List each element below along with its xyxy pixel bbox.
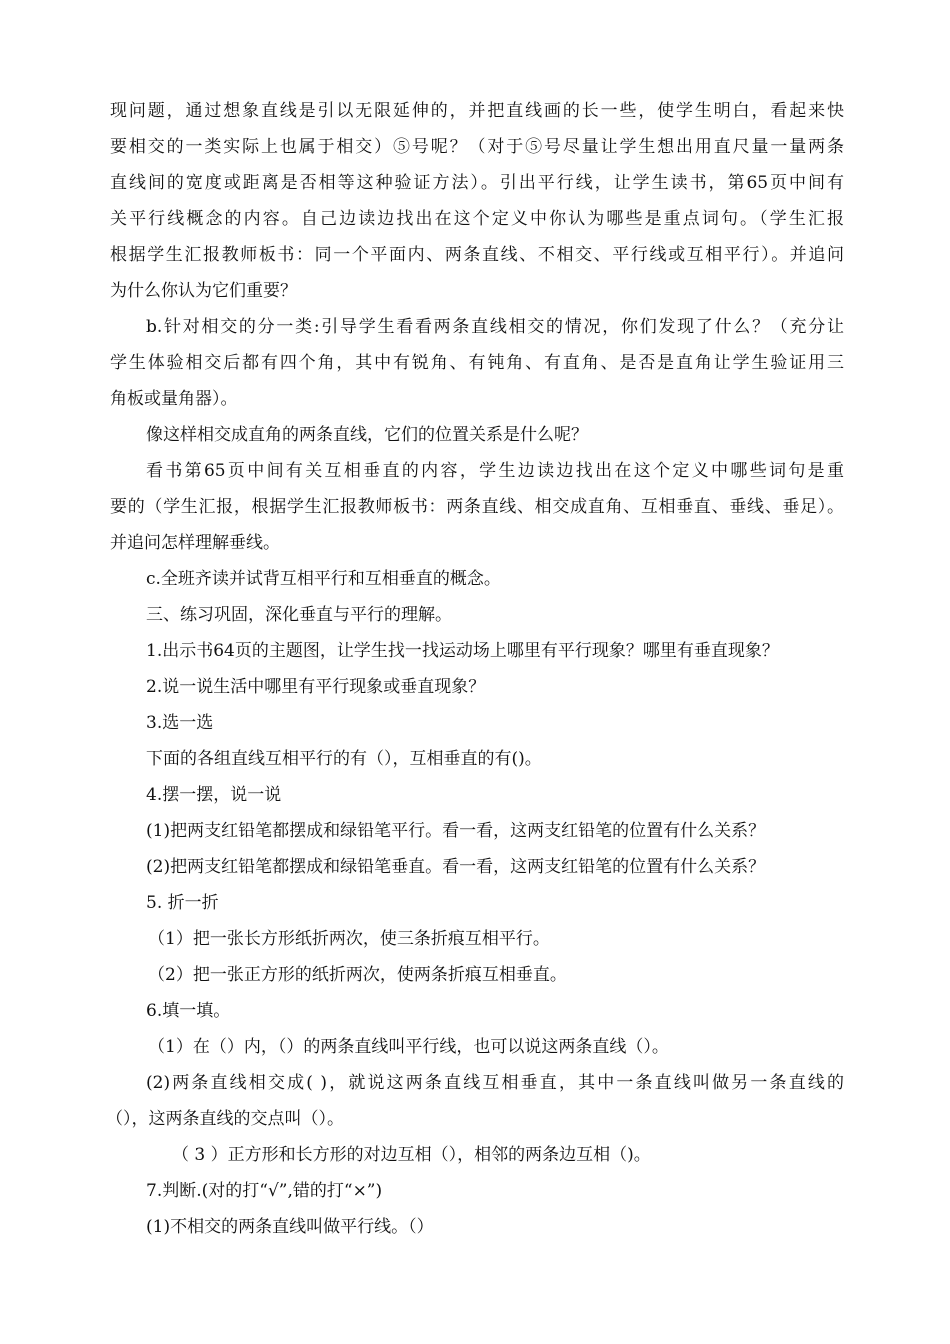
text-line-23: 5. 折一折: [146, 893, 219, 913]
text-line-29: （），这两条直线的交点叫（）。: [106, 1109, 344, 1129]
text-line-25: （2）把一张正方形的纸折两次，使两条折痕互相垂直。: [148, 965, 567, 985]
text-line-31: 7.判断.(对的打“√”,错的打“×”): [146, 1181, 383, 1201]
text-line-28: (2)两条直线相交成( )，就说这两条直线互相垂直，其中一条直线叫做另一条直线的: [146, 1073, 844, 1093]
text-line-26: 6.填一填。: [146, 1001, 231, 1021]
text-line-1: 现问题，通过想象直线是引以无限延伸的，并把直线画的长一些，使学生明白，看起来快: [110, 101, 844, 121]
text-line-17: 2.说一说生活中哪里有平行现象或垂直现象？: [146, 677, 486, 697]
text-line-10: 像这样相交成直角的两条直线，它们的位置关系是什么呢？: [146, 425, 588, 445]
text-line-12: 要的（学生汇报，根据学生汇报教师板书：两条直线、相交成直角、互相垂直、垂线、垂足）。: [110, 497, 844, 517]
text-line-18: 3.选一选: [146, 713, 214, 733]
text-line-22: (2)把两支红铅笔都摆成和绿铅笔垂直。看一看，这两支红铅笔的位置有什么关系？: [146, 857, 766, 877]
text-line-6: 为什么你认为它们重要？: [110, 281, 297, 301]
text-line-24: （1）把一张长方形纸折两次，使三条折痕互相平行。: [148, 929, 550, 949]
text-line-5: 根据学生汇报教师板书：同一个平面内、两条直线、不相交、平行线或互相平行）。并追问: [110, 245, 844, 265]
text-line-16: 1.出示书64页的主题图，让学生找一找运动场上哪里有平行现象？哪里有垂直现象？: [146, 641, 779, 661]
text-line-19: 下面的各组直线互相平行的有（），互相垂直的有()。: [146, 749, 542, 769]
text-line-30: （ 3 ）正方形和长方形的对边互相（），相邻的两条边互相（)。: [172, 1145, 651, 1165]
text-line-27: （1）在（）内，（）的两条直线叫平行线，也可以说这两条直线（）。: [148, 1037, 669, 1057]
text-line-14: c.全班齐读并试背互相平行和互相垂直的概念。: [146, 569, 501, 589]
text-line-7: b.针对相交的分一类:引导学生看看两条直线相交的情况，你们发现了什么？（充分让: [146, 317, 844, 337]
text-line-21: (1)把两支红铅笔都摆成和绿铅笔平行。看一看，这两支红铅笔的位置有什么关系？: [146, 821, 766, 841]
document-page: [106, 93, 844, 1245]
text-line-13: 并追问怎样理解垂线。: [110, 533, 280, 553]
text-line-8: 学生体验相交后都有四个角，其中有锐角、有钝角、有直角、是否是直角让学生验证用三: [110, 353, 844, 373]
text-line-20: 4.摆一摆，说一说: [146, 785, 282, 805]
text-line-4: 关平行线概念的内容。自己边读边找出在这个定义中你认为哪些是重点词句。（学生汇报: [110, 209, 844, 229]
text-line-15: 三、练习巩固，深化垂直与平行的理解。: [146, 605, 452, 625]
text-line-2: 要相交的一类实际上也属于相交）⑤号呢？（对于⑤号尽量让学生想出用直尺量一量两条: [110, 137, 844, 157]
text-line-11: 看书第65页中间有关互相垂直的内容，学生边读边找出在这个定义中哪些词句是重: [146, 461, 844, 481]
text-line-32: (1)不相交的两条直线叫做平行线。（）: [146, 1217, 434, 1237]
text-line-9: 角板或量角器）。: [110, 389, 238, 409]
text-line-3: 直线间的宽度或距离是否相等这种验证方法）。引出平行线，让学生读书，第65页中间有: [110, 173, 844, 193]
